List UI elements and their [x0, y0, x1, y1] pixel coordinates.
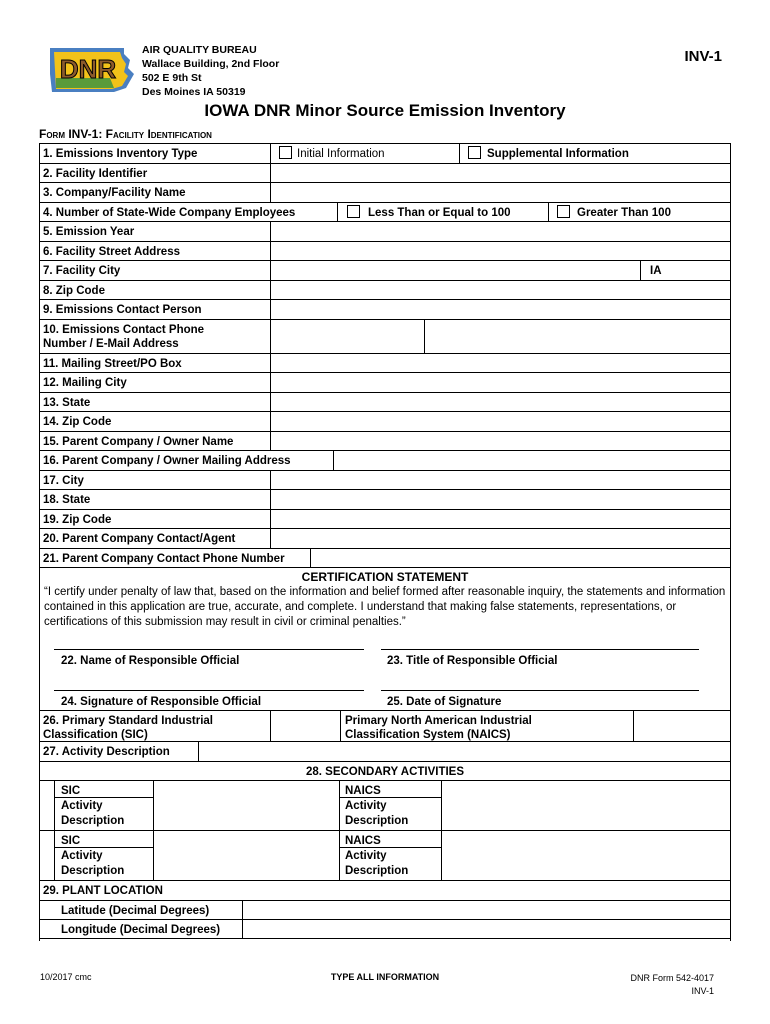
form-id: INV-1	[684, 48, 722, 65]
section-title: 29. PLANT LOCATION	[43, 885, 163, 897]
row-parent-zip	[39, 509, 731, 529]
dnr-logo	[44, 44, 136, 96]
field-label: 4. Number of State-Wide Company Employees	[43, 206, 296, 219]
field-label: 19. Zip Code	[43, 513, 112, 526]
field-label	[345, 714, 532, 742]
field-label: 9. Emissions Contact Person	[43, 304, 202, 316]
label-line: Number / E-Mail Address	[43, 337, 179, 350]
logo-text: DNR	[59, 54, 117, 84]
field-label: 2. Facility Identifier	[43, 167, 148, 180]
row-parent-phone	[39, 548, 731, 568]
checkbox-label: Greater Than 100	[577, 206, 671, 219]
field-label: 5. Emission Year	[43, 226, 135, 238]
row-parent-contact	[39, 528, 731, 548]
label-line: 26. Primary Standard Industrial	[43, 715, 214, 727]
official-name-label: 22. Name of Responsible Official	[61, 655, 240, 667]
official-name-line[interactable]	[54, 649, 364, 650]
row-latitude	[39, 900, 731, 920]
field-label	[345, 784, 408, 829]
field-label	[61, 784, 124, 829]
row-inventory-type	[39, 143, 731, 163]
row-company-name	[39, 182, 731, 202]
date-line[interactable]	[381, 690, 699, 691]
address-line: Wallace Building, 2nd Floor	[142, 58, 280, 70]
label-line: Classification System (NAICS)	[345, 729, 511, 741]
label-line: Activity	[345, 800, 387, 812]
label-line: Description	[61, 865, 125, 877]
row-secondary-1	[39, 780, 731, 830]
row-facility-city	[39, 260, 731, 280]
checkbox-label: Less Than or Equal to 100	[368, 206, 511, 219]
row-employees	[39, 202, 731, 222]
row-sic-naics	[39, 710, 731, 741]
row-mailing-city	[39, 372, 731, 392]
field-label: 16. Parent Company / Owner Mailing Address	[43, 455, 291, 467]
row-facility-identifier	[39, 163, 731, 183]
facility-state: IA	[650, 265, 662, 277]
row-contact-person	[39, 299, 731, 319]
row-street-address	[39, 241, 731, 261]
footer-line: DNR Form 542-4017	[630, 973, 714, 983]
row-state	[39, 392, 731, 412]
date-label: 25. Date of Signature	[387, 696, 502, 708]
section-title: 28. SECONDARY ACTIVITIES	[305, 765, 465, 778]
footer-line: INV-1	[691, 986, 714, 996]
row-mailing-street	[39, 353, 731, 373]
field-label: Longitude (Decimal Degrees)	[61, 924, 221, 936]
row-parent-city	[39, 470, 731, 490]
row-parent-address	[39, 450, 731, 470]
row-parent-state	[39, 489, 731, 509]
field-label: 18. State	[43, 494, 91, 506]
field-label: 1. Emissions Inventory Type	[43, 148, 198, 160]
row-secondary-2	[39, 830, 731, 880]
form-subtitle: Form INV-1: Facility Identification	[39, 127, 212, 141]
agency-address	[142, 43, 279, 99]
field-label: 11. Mailing Street/PO Box	[43, 357, 182, 370]
address-line: Des Moines IA 50319	[142, 86, 246, 98]
label-line: Activity	[61, 850, 103, 862]
field-label: Latitude (Decimal Degrees)	[61, 904, 210, 917]
field-label: 7. Facility City	[43, 265, 121, 277]
label-line: Classification (SIC)	[43, 729, 148, 741]
row-zip	[39, 280, 731, 300]
field-label	[61, 834, 124, 879]
less-equal-100-checkbox[interactable]	[347, 205, 360, 218]
label-line: Description	[345, 815, 409, 827]
field-label: 3. Company/Facility Name	[43, 187, 186, 199]
field-label: 14. Zip Code	[43, 416, 112, 428]
field-label: 27. Activity Description	[43, 746, 170, 758]
initial-information-checkbox[interactable]	[279, 146, 292, 159]
address-line: AIR QUALITY BUREAU	[142, 44, 257, 56]
certification-text: “I certify under penalty of law that, based on the information and belief formed after reasonable inquiry, the statements and information contained in this application are true, accurate, and complete. I understand that making false statements, representations, or certifications of this submission may result in civil or criminal penalties.”	[44, 586, 726, 628]
footer-revision: 10/2017 cmc	[40, 972, 92, 982]
label-line: Activity	[61, 800, 103, 812]
label-line: Activity	[345, 850, 387, 862]
label-line: NAICS	[345, 785, 381, 797]
label-line: NAICS	[345, 835, 381, 847]
certification-section	[39, 567, 731, 710]
checkbox-label: Supplemental Information	[487, 148, 629, 160]
field-label: 17. City	[43, 474, 84, 487]
label-line: 10. Emissions Contact Phone	[43, 323, 205, 336]
field-label	[43, 714, 213, 742]
field-label: 21. Parent Company Contact Phone Number	[43, 552, 285, 565]
label-line: SIC	[61, 835, 81, 847]
field-label: 12. Mailing City	[43, 377, 127, 389]
page-title: IOWA DNR Minor Source Emission Inventory	[204, 101, 566, 120]
label-line: Primary North American Industrial	[345, 715, 532, 727]
footer-instruction: TYPE ALL INFORMATION	[330, 972, 440, 982]
row-contact-phone	[39, 319, 731, 353]
field-label	[345, 834, 408, 879]
facility-identification-form	[39, 143, 731, 939]
footer-form-number	[630, 972, 714, 998]
certification-title: CERTIFICATION STATEMENT	[301, 570, 469, 584]
label-line: SIC	[61, 785, 81, 797]
row-parent-name	[39, 431, 731, 451]
row-mailing-zip	[39, 411, 731, 431]
field-label: 13. State	[43, 396, 91, 409]
supplemental-information-checkbox[interactable]	[468, 146, 481, 159]
field-label: 6. Facility Street Address	[43, 245, 180, 258]
signature-line[interactable]	[54, 690, 364, 691]
field-label	[43, 323, 204, 351]
row-emission-year	[39, 221, 731, 241]
row-activity-description	[39, 741, 731, 761]
label-line: Description	[345, 865, 409, 877]
field-label: 20. Parent Company Contact/Agent	[43, 533, 236, 545]
label-line: Description	[61, 815, 125, 827]
field-label: 8. Zip Code	[43, 284, 105, 297]
greater-than-100-checkbox[interactable]	[557, 205, 570, 218]
signature-label: 24. Signature of Responsible Official	[61, 696, 262, 708]
field-label: 15. Parent Company / Owner Name	[43, 435, 234, 448]
checkbox-label: Initial Information	[297, 148, 385, 160]
row-longitude	[39, 919, 731, 939]
address-line: 502 E 9th St	[142, 72, 202, 84]
row-secondary-activities	[39, 761, 731, 781]
row-plant-location	[39, 880, 731, 900]
official-title-label: 23. Title of Responsible Official	[387, 655, 558, 667]
official-title-line[interactable]	[381, 649, 699, 650]
